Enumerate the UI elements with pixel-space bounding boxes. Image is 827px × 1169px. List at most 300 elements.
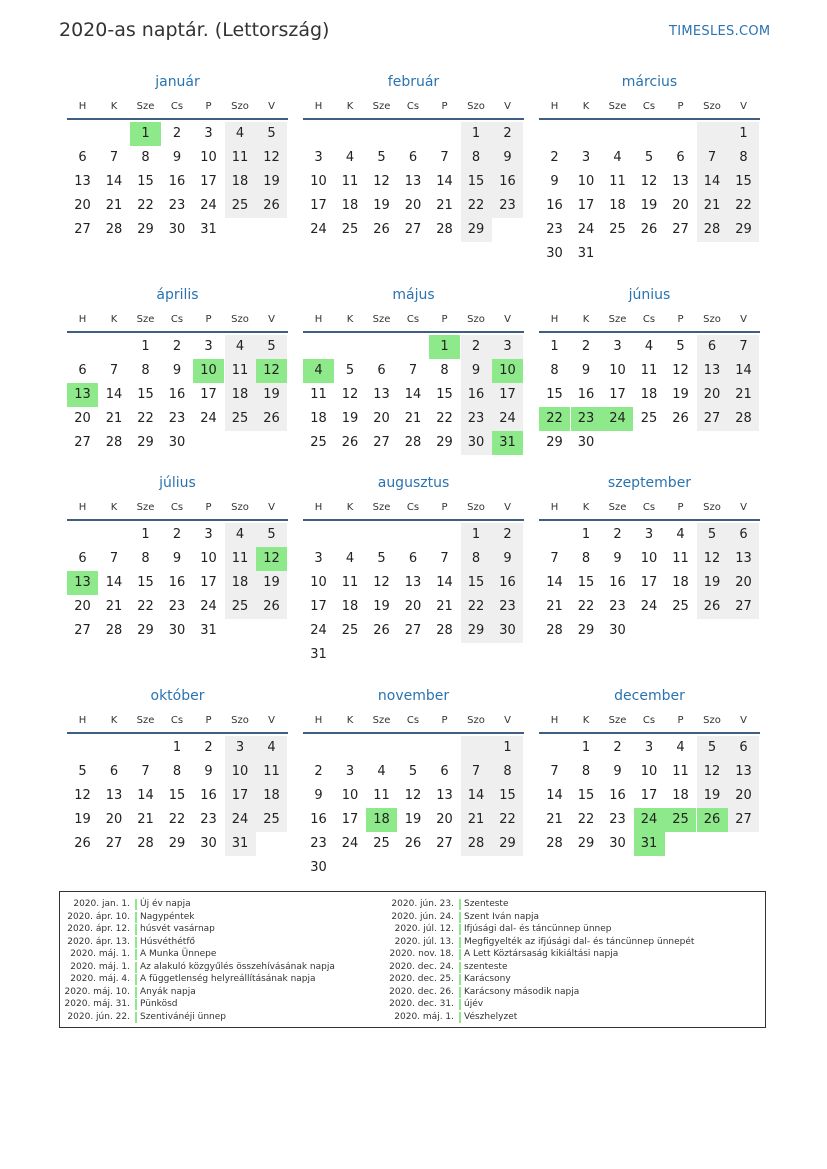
day-cell: 24 bbox=[640, 599, 658, 614]
day-cell: 2 bbox=[172, 339, 182, 354]
day-cell: 30 bbox=[492, 619, 523, 643]
weekday-header: Szo bbox=[467, 314, 485, 325]
day-cell: 21 bbox=[697, 194, 728, 218]
day-cell: 25 bbox=[341, 623, 359, 638]
day-cell: 22 bbox=[728, 194, 759, 218]
day-cell: 3 bbox=[204, 339, 213, 354]
day-cell: 2 bbox=[492, 122, 523, 146]
holiday-date: 2020. dec. 26. bbox=[389, 986, 454, 997]
day-cell: 21 bbox=[105, 599, 123, 614]
day-cell: 8 bbox=[141, 363, 150, 378]
holiday-name: újév bbox=[464, 999, 484, 1009]
holiday-marker bbox=[459, 924, 461, 935]
day-cell: 7 bbox=[550, 551, 559, 566]
day-cell: 12 bbox=[697, 547, 728, 571]
day-cell: 29 bbox=[461, 619, 492, 643]
day-cell: 27 bbox=[74, 435, 91, 450]
weekday-header: V bbox=[268, 715, 275, 726]
weekday-header: V bbox=[740, 314, 747, 325]
day-cell: 15 bbox=[492, 784, 523, 808]
weekday-header: Cs bbox=[170, 314, 184, 325]
day-cell: 15 bbox=[137, 387, 154, 402]
holiday-name: Pünkösd bbox=[140, 999, 178, 1009]
day-cell: 1 bbox=[728, 122, 759, 146]
weekday-header: H bbox=[78, 101, 87, 112]
weekday-header: H bbox=[314, 101, 323, 112]
day-cell: 14 bbox=[546, 788, 563, 803]
day-cell: 6 bbox=[408, 551, 418, 566]
holiday-name: Karácsony második napja bbox=[464, 986, 580, 997]
holiday-date: 2020. jan. 1. bbox=[73, 899, 130, 909]
day-cell: 16 bbox=[310, 812, 327, 827]
holiday-name: szenteste bbox=[464, 961, 508, 972]
holiday-date: 2020. nov. 18. bbox=[389, 949, 454, 959]
holiday-date: 2020. máj. 1. bbox=[70, 949, 130, 959]
weekend-shade bbox=[697, 122, 728, 146]
day-cell: 16 bbox=[168, 174, 186, 189]
holiday-marker bbox=[135, 949, 137, 960]
day-cell: 25 bbox=[341, 222, 359, 237]
weekday-header: Sze bbox=[372, 715, 391, 726]
day-cell: 16 bbox=[200, 788, 217, 803]
day-cell: 20 bbox=[404, 198, 422, 213]
day-cell: 11 bbox=[225, 146, 256, 170]
holiday-name: A Munka Ünnepe bbox=[140, 949, 217, 959]
day-cell: 7 bbox=[141, 764, 150, 779]
day-cell: 10 bbox=[225, 760, 256, 784]
day-cell: 19 bbox=[256, 170, 287, 194]
holiday-name: Az alakuló közgyűlés összehívásának napja bbox=[140, 961, 335, 972]
day-cell: 20 bbox=[74, 198, 91, 213]
day-cell: 29 bbox=[461, 218, 492, 242]
day-cell: 4 bbox=[225, 335, 256, 359]
holiday-name: Szenteste bbox=[464, 899, 509, 909]
day-cell: 3 bbox=[225, 736, 256, 760]
holiday-marker bbox=[135, 924, 137, 935]
day-cell: 27 bbox=[373, 435, 390, 450]
weekday-header: H bbox=[314, 715, 323, 726]
day-cell: 11 bbox=[256, 760, 287, 784]
weekday-header: Sze bbox=[608, 314, 627, 325]
day-cell: 12 bbox=[697, 760, 728, 784]
day-cell: 11 bbox=[640, 363, 658, 378]
weekday-header: Cs bbox=[170, 502, 184, 513]
holiday-date: 2020. jún. 22. bbox=[67, 1011, 130, 1022]
holiday-marker bbox=[135, 962, 137, 973]
day-cell: 16 bbox=[168, 575, 186, 590]
day-cell: 11 bbox=[341, 575, 359, 590]
day-cell: 29 bbox=[577, 623, 595, 638]
day-cell: 2 bbox=[581, 339, 591, 354]
day-cell: 11 bbox=[672, 551, 689, 566]
day-cell: 10 bbox=[200, 150, 217, 165]
holiday-day: 10 bbox=[492, 359, 523, 383]
holiday-marker bbox=[459, 899, 461, 910]
day-cell: 2 bbox=[492, 523, 523, 547]
holiday-day: 31 bbox=[634, 832, 665, 856]
day-cell: 16 bbox=[492, 571, 523, 595]
day-cell: 25 bbox=[225, 194, 256, 218]
day-cell: 18 bbox=[609, 198, 626, 213]
day-cell: 21 bbox=[546, 812, 563, 827]
day-cell: 30 bbox=[609, 836, 626, 851]
day-cell: 17 bbox=[577, 198, 595, 213]
day-cell: 12 bbox=[74, 788, 91, 803]
day-cell: 7 bbox=[550, 764, 559, 779]
day-cell: 6 bbox=[78, 150, 87, 165]
holiday-day: 24 bbox=[602, 407, 633, 431]
holiday-marker bbox=[459, 974, 461, 985]
holiday-name: A Lett Köztársaság kikiáltási napja bbox=[464, 949, 619, 959]
day-cell: 10 bbox=[341, 788, 359, 803]
day-cell: 29 bbox=[546, 435, 563, 450]
day-cell: 19 bbox=[697, 571, 728, 595]
day-cell: 14 bbox=[105, 387, 123, 402]
day-cell: 22 bbox=[137, 599, 154, 614]
day-cell: 25 bbox=[373, 836, 390, 851]
day-cell: 22 bbox=[168, 812, 186, 827]
weekday-header: V bbox=[504, 314, 511, 325]
weekday-header: K bbox=[346, 101, 354, 112]
holiday-day: 4 bbox=[303, 359, 334, 383]
weekday-header: Sze bbox=[372, 314, 391, 325]
holiday-name: Karácsony bbox=[464, 974, 511, 984]
day-cell: 16 bbox=[609, 788, 626, 803]
site-logo-link[interactable]: TIMESLES.COM bbox=[669, 24, 771, 39]
day-cell: 13 bbox=[404, 575, 422, 590]
day-cell: 1 bbox=[461, 122, 492, 146]
day-cell: 10 bbox=[310, 174, 327, 189]
day-cell: 19 bbox=[341, 411, 359, 426]
day-cell: 13 bbox=[672, 174, 689, 189]
day-cell: 16 bbox=[168, 387, 186, 402]
holiday-name: Nagypéntek bbox=[140, 911, 195, 922]
day-cell: 7 bbox=[109, 150, 119, 165]
day-cell: 25 bbox=[640, 411, 658, 426]
weekday-header: Szo bbox=[467, 715, 485, 726]
day-cell: 5 bbox=[256, 335, 287, 359]
weekday-header: P bbox=[205, 715, 212, 726]
day-cell: 8 bbox=[172, 764, 182, 779]
header-rule bbox=[539, 331, 760, 333]
day-cell: 19 bbox=[373, 198, 390, 213]
day-cell: 5 bbox=[256, 122, 287, 146]
day-cell: 19 bbox=[256, 383, 287, 407]
day-cell: 3 bbox=[581, 150, 591, 165]
day-cell: 29 bbox=[492, 832, 523, 856]
holiday-date: 2020. dec. 31. bbox=[389, 999, 454, 1009]
day-cell: 21 bbox=[461, 808, 492, 832]
weekday-header: H bbox=[550, 314, 559, 325]
day-cell: 19 bbox=[373, 599, 390, 614]
weekday-header: Sze bbox=[608, 502, 627, 513]
weekday-header: V bbox=[740, 101, 747, 112]
day-cell: 31 bbox=[225, 832, 256, 856]
day-cell: 8 bbox=[728, 146, 759, 170]
header-rule bbox=[303, 118, 524, 120]
day-cell: 21 bbox=[105, 198, 123, 213]
day-cell: 3 bbox=[204, 527, 213, 542]
day-cell: 7 bbox=[109, 363, 119, 378]
day-cell: 15 bbox=[168, 788, 186, 803]
day-cell: 17 bbox=[640, 575, 658, 590]
holiday-marker bbox=[135, 999, 137, 1010]
day-cell: 25 bbox=[609, 222, 626, 237]
day-cell: 4 bbox=[345, 150, 355, 165]
day-cell: 2 bbox=[172, 527, 182, 542]
day-cell: 20 bbox=[105, 812, 123, 827]
day-cell: 12 bbox=[404, 788, 422, 803]
weekday-header: P bbox=[205, 101, 212, 112]
weekday-header: V bbox=[740, 502, 747, 513]
day-cell: 21 bbox=[436, 198, 453, 213]
day-cell: 9 bbox=[581, 363, 591, 378]
holiday-name: Megfigyelték az ifjúsági dal- és táncünnep ünnepét bbox=[464, 936, 695, 947]
day-cell: 15 bbox=[577, 575, 595, 590]
header-rule bbox=[539, 519, 760, 521]
month-name: október bbox=[150, 688, 205, 704]
day-cell: 3 bbox=[314, 150, 323, 165]
day-cell: 10 bbox=[640, 551, 658, 566]
day-cell: 7 bbox=[697, 146, 728, 170]
weekday-header: V bbox=[504, 101, 511, 112]
weekday-header: K bbox=[346, 314, 354, 325]
holiday-day: 12 bbox=[256, 547, 287, 571]
weekend-shade bbox=[461, 736, 492, 760]
day-cell: 9 bbox=[492, 146, 523, 170]
day-cell: 8 bbox=[492, 760, 523, 784]
day-cell: 12 bbox=[256, 146, 287, 170]
day-cell: 6 bbox=[440, 764, 449, 779]
day-cell: 8 bbox=[550, 363, 559, 378]
day-cell: 3 bbox=[345, 764, 355, 779]
weekday-header: Sze bbox=[136, 314, 155, 325]
weekday-header: Cs bbox=[642, 101, 656, 112]
day-cell: 28 bbox=[728, 407, 759, 431]
weekday-header: Sze bbox=[136, 101, 155, 112]
day-cell: 10 bbox=[577, 174, 595, 189]
day-cell: 28 bbox=[436, 222, 453, 237]
day-cell: 31 bbox=[200, 222, 217, 237]
day-cell: 20 bbox=[436, 812, 453, 827]
day-cell: 5 bbox=[697, 736, 728, 760]
holiday-marker bbox=[459, 949, 461, 960]
day-cell: 3 bbox=[644, 740, 654, 755]
day-cell: 20 bbox=[74, 411, 91, 426]
month-name: február bbox=[387, 74, 440, 90]
holiday-marker bbox=[459, 962, 461, 973]
holiday-marker bbox=[459, 987, 461, 998]
day-cell: 17 bbox=[492, 383, 523, 407]
day-cell: 27 bbox=[404, 222, 422, 237]
day-cell: 26 bbox=[341, 435, 359, 450]
day-cell: 25 bbox=[672, 599, 689, 614]
day-cell: 8 bbox=[440, 363, 449, 378]
holiday-name: A függetlenség helyreállításának napja bbox=[140, 974, 316, 984]
header-rule bbox=[67, 732, 288, 734]
holiday-date: 2020. dec. 24. bbox=[389, 961, 454, 972]
weekday-header: P bbox=[677, 502, 684, 513]
weekday-header: K bbox=[582, 715, 590, 726]
day-cell: 24 bbox=[200, 198, 217, 213]
day-cell: 4 bbox=[613, 150, 622, 165]
holiday-day: 26 bbox=[697, 808, 728, 832]
header-rule bbox=[67, 519, 288, 521]
day-cell: 1 bbox=[141, 527, 150, 542]
day-cell: 25 bbox=[225, 407, 256, 431]
day-cell: 17 bbox=[609, 387, 626, 402]
day-cell: 15 bbox=[137, 575, 154, 590]
day-cell: 20 bbox=[672, 198, 689, 213]
day-cell: 3 bbox=[492, 335, 523, 359]
day-cell: 15 bbox=[137, 174, 154, 189]
day-cell: 20 bbox=[728, 571, 759, 595]
day-cell: 29 bbox=[577, 836, 595, 851]
weekday-header: Szo bbox=[231, 314, 249, 325]
day-cell: 3 bbox=[644, 527, 654, 542]
day-cell: 4 bbox=[345, 551, 355, 566]
weekday-header: Szo bbox=[467, 502, 485, 513]
day-cell: 1 bbox=[581, 740, 591, 755]
day-cell: 14 bbox=[105, 174, 123, 189]
day-cell: 29 bbox=[168, 836, 186, 851]
day-cell: 6 bbox=[78, 363, 87, 378]
day-cell: 22 bbox=[436, 411, 453, 426]
month-name: szeptember bbox=[607, 475, 692, 491]
weekday-header: H bbox=[550, 101, 559, 112]
day-cell: 16 bbox=[492, 170, 523, 194]
day-cell: 12 bbox=[373, 575, 390, 590]
day-cell: 27 bbox=[404, 623, 422, 638]
day-cell: 4 bbox=[225, 523, 256, 547]
day-cell: 28 bbox=[546, 836, 563, 851]
day-cell: 5 bbox=[408, 764, 418, 779]
day-cell: 18 bbox=[225, 383, 256, 407]
weekday-header: K bbox=[346, 502, 354, 513]
day-cell: 18 bbox=[672, 788, 689, 803]
day-cell: 3 bbox=[613, 339, 622, 354]
day-cell: 23 bbox=[492, 194, 523, 218]
holiday-day: 25 bbox=[665, 808, 696, 832]
day-cell: 27 bbox=[74, 222, 91, 237]
holiday-day: 1 bbox=[429, 335, 460, 359]
day-cell: 6 bbox=[728, 523, 759, 547]
day-cell: 9 bbox=[613, 764, 622, 779]
weekday-header: Szo bbox=[467, 101, 485, 112]
day-cell: 7 bbox=[440, 150, 449, 165]
holiday-marker bbox=[459, 999, 461, 1010]
day-cell: 24 bbox=[577, 222, 595, 237]
day-cell: 2 bbox=[461, 335, 492, 359]
day-cell: 19 bbox=[697, 784, 728, 808]
month-name: március bbox=[621, 74, 678, 90]
holiday-marker bbox=[135, 987, 137, 998]
day-cell: 2 bbox=[613, 527, 622, 542]
day-cell: 17 bbox=[200, 387, 217, 402]
holiday-day: 18 bbox=[366, 808, 397, 832]
day-cell: 28 bbox=[546, 623, 563, 638]
weekday-header: Cs bbox=[170, 715, 184, 726]
holiday-day: 13 bbox=[67, 383, 98, 407]
day-cell: 12 bbox=[341, 387, 359, 402]
day-cell: 19 bbox=[404, 812, 422, 827]
day-cell: 30 bbox=[168, 222, 186, 237]
weekday-header: P bbox=[677, 314, 684, 325]
day-cell: 5 bbox=[78, 764, 87, 779]
day-cell: 18 bbox=[256, 784, 287, 808]
page-title: 2020-as naptár. (Lettország) bbox=[59, 19, 330, 41]
day-cell: 11 bbox=[225, 547, 256, 571]
month-name: január bbox=[155, 74, 200, 90]
day-cell: 9 bbox=[492, 547, 523, 571]
day-cell: 9 bbox=[461, 359, 492, 383]
holiday-date: 2020. dec. 25. bbox=[389, 974, 454, 984]
weekday-header: K bbox=[110, 502, 118, 513]
day-cell: 21 bbox=[546, 599, 563, 614]
holiday-day: 23 bbox=[571, 407, 602, 431]
day-cell: 14 bbox=[461, 784, 492, 808]
day-cell: 20 bbox=[74, 599, 91, 614]
header-rule bbox=[67, 118, 288, 120]
day-cell: 18 bbox=[672, 575, 689, 590]
day-cell: 6 bbox=[408, 150, 418, 165]
holiday-day: 22 bbox=[539, 407, 570, 431]
holiday-date: 2020. júl. 13. bbox=[394, 936, 454, 947]
weekday-header: Sze bbox=[608, 715, 627, 726]
weekday-header: P bbox=[441, 314, 448, 325]
day-cell: 9 bbox=[550, 174, 559, 189]
day-cell: 22 bbox=[577, 599, 595, 614]
day-cell: 16 bbox=[461, 383, 492, 407]
weekday-header: Sze bbox=[372, 502, 391, 513]
day-cell: 28 bbox=[697, 218, 728, 242]
day-cell: 14 bbox=[137, 788, 154, 803]
day-cell: 14 bbox=[697, 170, 728, 194]
holiday-name: Húsvéthétfő bbox=[140, 936, 195, 947]
weekday-header: K bbox=[582, 314, 590, 325]
holiday-name: Szentivánéji ünnep bbox=[140, 1011, 227, 1022]
day-cell: 3 bbox=[314, 551, 323, 566]
day-cell: 27 bbox=[697, 407, 728, 431]
day-cell: 11 bbox=[341, 174, 359, 189]
holiday-name: Anyák napja bbox=[140, 986, 196, 997]
day-cell: 10 bbox=[200, 551, 217, 566]
month-name: május bbox=[392, 287, 435, 303]
day-cell: 25 bbox=[225, 595, 256, 619]
holiday-date: 2020. ápr. 10. bbox=[67, 911, 130, 922]
day-cell: 1 bbox=[581, 527, 591, 542]
day-cell: 1 bbox=[550, 339, 559, 354]
day-cell: 28 bbox=[404, 435, 422, 450]
day-cell: 5 bbox=[256, 523, 287, 547]
day-cell: 11 bbox=[609, 174, 626, 189]
day-cell: 27 bbox=[105, 836, 123, 851]
month-name: augusztus bbox=[377, 475, 450, 491]
day-cell: 14 bbox=[728, 359, 759, 383]
day-cell: 11 bbox=[672, 764, 689, 779]
holiday-date: 2020. júl. 12. bbox=[394, 924, 454, 934]
holiday-date: 2020. ápr. 12. bbox=[67, 924, 130, 934]
day-cell: 7 bbox=[440, 551, 449, 566]
holiday-date: 2020. máj. 31. bbox=[64, 999, 130, 1009]
day-cell: 5 bbox=[676, 339, 685, 354]
day-cell: 26 bbox=[404, 836, 422, 851]
day-cell: 6 bbox=[676, 150, 685, 165]
day-cell: 30 bbox=[546, 246, 563, 261]
holiday-marker bbox=[135, 937, 137, 948]
month-name: július bbox=[159, 475, 196, 491]
day-cell: 30 bbox=[461, 431, 492, 455]
